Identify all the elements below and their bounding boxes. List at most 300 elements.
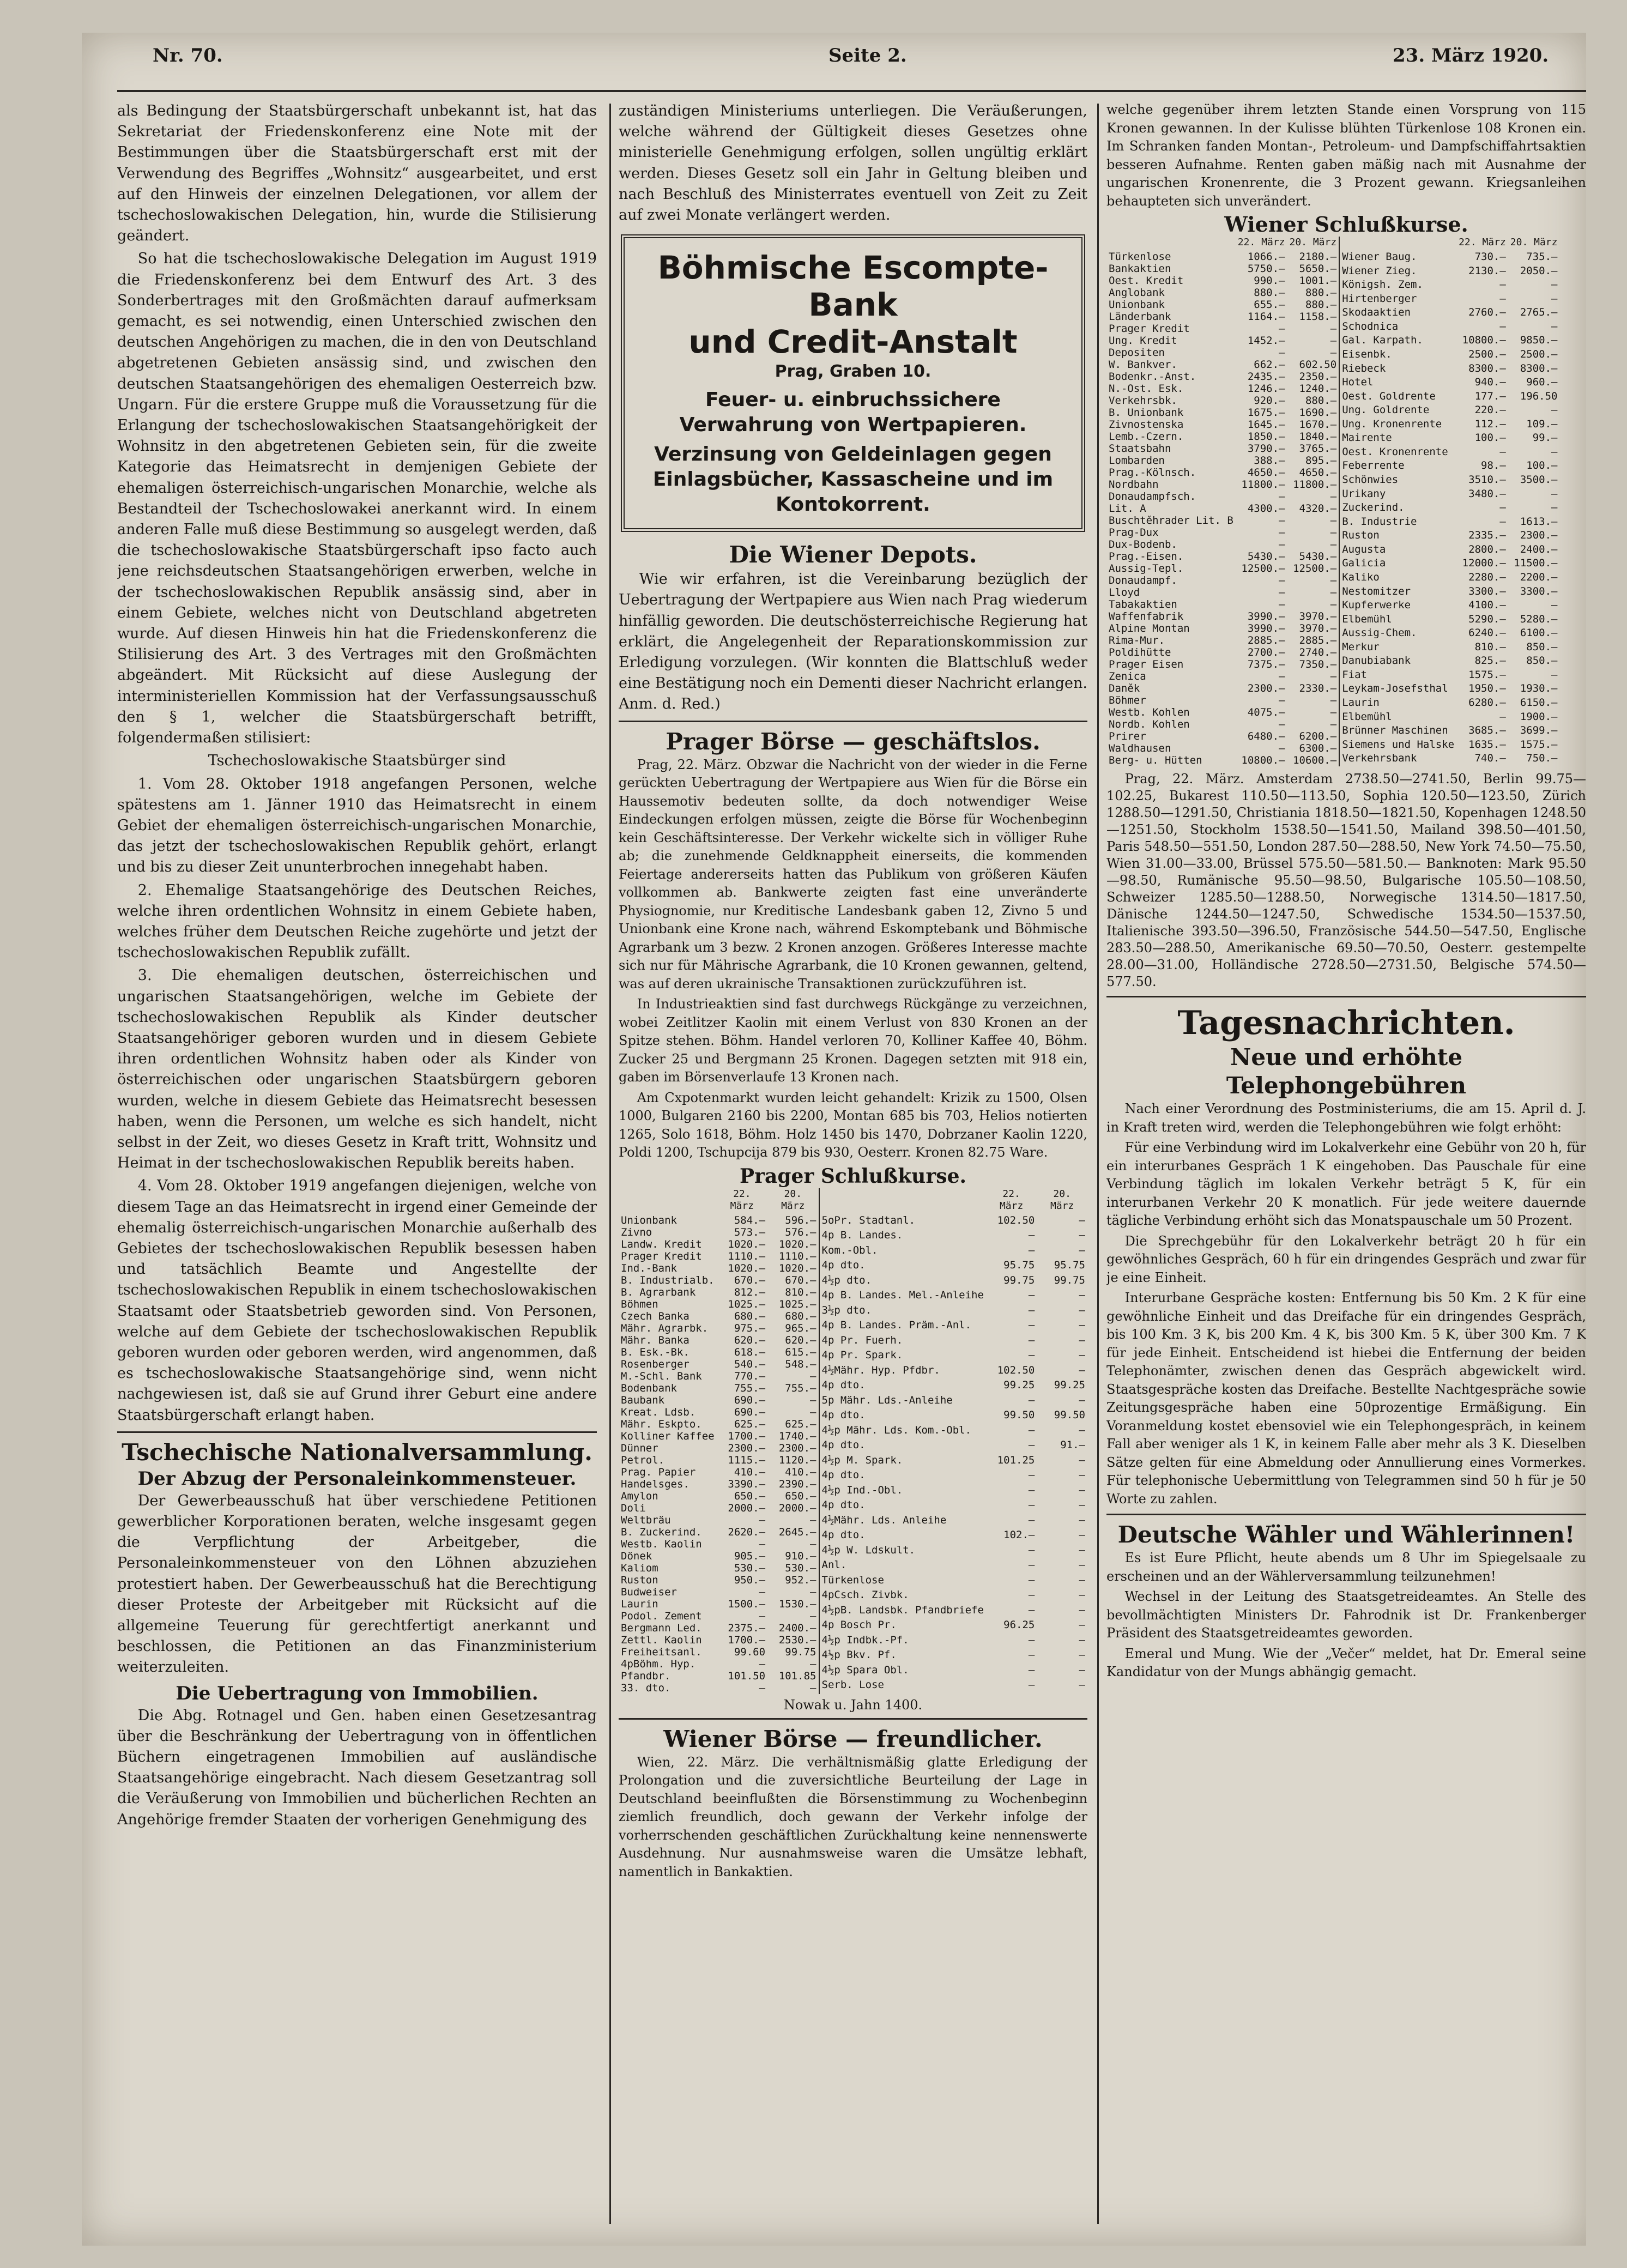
quote-row [820,1244,1088,1260]
ad-title: Böhmische Escompte-Bank [657,249,1049,324]
quote-row [1106,335,1339,347]
column-rule-1 [609,104,611,2224]
quote-value: — [1079,1214,1085,1226]
quote-value: 1020.— [778,1238,816,1250]
quote-row [1340,613,1559,627]
quote-value: — [759,1514,766,1526]
quote-value: — [1028,1469,1035,1481]
quote-row [1106,634,1339,646]
security-name: Anl. [821,1559,847,1571]
quote-row [1106,347,1339,359]
quote-value: — [810,1610,816,1622]
quote-value: 12500.— [1293,563,1337,574]
quote-row [820,1424,1088,1440]
quote-value: 1690.— [1299,407,1337,419]
quote-value: 2300.— [728,1442,766,1454]
security-name: Mairente [1342,432,1392,444]
security-name: Berg- u. Hütten [1109,754,1202,766]
quote-value: 2765.— [1520,306,1558,319]
date-header: 22. März [999,1188,1024,1212]
quote-row [1340,390,1559,404]
security-name: Verkehrsbank [1342,752,1417,765]
quote-value: — [1499,279,1506,291]
quote-row [619,1322,819,1334]
quote-value: — [1551,445,1558,458]
security-name: Dux-Bodenb. [1109,539,1177,551]
quote-value: — [1079,1499,1085,1511]
quote-value: — [1551,320,1558,332]
quote-value: 99.75 [1003,1274,1035,1286]
quote-value: — [1028,1649,1035,1661]
quote-value: 9850.— [1520,334,1558,347]
quote-row [1106,443,1339,455]
quote-value: — [810,1514,816,1526]
quote-value: — [810,1370,816,1382]
quote-value: — [1079,1229,1085,1242]
quote-value: 548.— [785,1358,816,1370]
quote-value: 1850.— [1247,431,1285,443]
security-name: Riebeck [1342,362,1386,374]
quote-row [1106,263,1339,275]
security-name: Westb. Kohlen [1109,706,1190,718]
ad-title: und Credit-Anstalt [688,323,1018,361]
quote-value: 12500.— [1241,563,1285,574]
quote-value: — [1279,347,1285,359]
quote-value: 690.— [734,1394,766,1406]
quote-row [820,1214,1088,1230]
quote-value: 8300.— [1468,362,1506,374]
security-name: Oest. Kronenrente [1342,445,1448,458]
security-name: Budweiser [621,1586,677,1598]
quote-value: 540.— [734,1358,766,1370]
quote-row [1340,739,1559,753]
quote-row [1106,251,1339,263]
quote-value: 602.50 [1299,359,1337,371]
quote-value: 1020.— [728,1262,766,1274]
security-name: Laurin [1342,697,1380,709]
quote-value: 1020.— [778,1262,816,1274]
quote-value: 5280.— [1520,613,1558,625]
quote-value: 3390.— [728,1478,766,1490]
quote-value: 940.— [1474,376,1506,389]
quote-value: — [1330,694,1337,706]
quote-value: 2760.— [1468,306,1506,319]
quote-row [1340,474,1559,488]
security-name: 4½p Indbk.-Pf. [821,1634,909,1646]
date-header: 22. März [1459,237,1506,248]
quote-value: 102.50 [997,1364,1035,1376]
quote-value: 2300.— [1520,529,1558,542]
security-name: Galicia [1342,557,1386,570]
issue-date: 23. März 1920. [1393,45,1549,66]
security-name: 4½p Bkv. Pf. [821,1649,897,1661]
security-name: 4p dto. [821,1469,866,1481]
quote-row [619,1358,819,1370]
quote-value: 880.— [1305,287,1337,299]
quote-value: 11500.— [1514,557,1558,570]
quote-value: 620.— [785,1334,816,1346]
article-text: Prag, 22. März. Obzwar die Nachricht von der wieder in die Ferne gerückten Uebertragung der Wertpapiere aus Wien für die Börse ein Haussemotiv bedeuten sollte, da doch notwendiger Weise Eindeckungen erfolgen müssen, zeigte die Börse für Wochenbeginn kein Geschäftsinteresse. Der Verkehr wickelte sich in völliger Ruhe ab; die zunehmende Geldknappheit einerseits, die kommenden Feiertage andererseits hatten das Publikum von größeren Käufen vollkommen ab. Bankwerte zeigten fast eine unveränderte Physiognomie, nur Kreditische Landesbank gaben 12, Zivno 5 und Unionbank eine Krone nach, während Eskomptebank und Böhmische Agrarbank um 3 bezw. 2 Kronen anzogen. Größeres Interesse machte sich nur für Mährische Agrarbank, die 10 Kronen gewannen, geltend, was auf deren ukrainische Transaktionen zurückzuführen ist. [619,757,1087,991]
quote-value: 101.25 [997,1454,1035,1466]
security-name: Aussig-Chem. [1342,627,1417,639]
quote-value: 1840.— [1299,431,1337,443]
quote-row [820,1454,1088,1469]
security-name: Hotel [1342,376,1374,389]
section-heading: Deutsche Wähler und Wählerinnen! [1117,1521,1575,1548]
quote-row [820,1499,1088,1514]
quote-row [1106,563,1339,574]
quote-value: 4320.— [1299,503,1337,515]
quote-value: 2800.— [1468,543,1506,555]
quote-row [619,1442,819,1454]
quote-value: 99.50 [1054,1409,1085,1422]
security-name: Zenica [1109,670,1146,682]
quote-row [1340,752,1559,766]
quote-value: 2740.— [1299,646,1337,658]
security-name: 4p dto. [821,1529,866,1541]
quote-value: — [1551,487,1558,500]
quote-value: 1025.— [728,1298,766,1310]
quote-value: — [1079,1514,1085,1526]
quote-value: — [1079,1544,1085,1556]
quote-value: 1240.— [1299,383,1337,395]
quote-value: — [1079,1424,1085,1436]
quote-row [820,1349,1088,1364]
quote-value: 920.— [1254,395,1285,407]
quote-value: — [1028,1514,1035,1526]
quote-row [1340,293,1559,307]
quote-value: — [1028,1589,1035,1601]
quote-row [820,1304,1088,1320]
quote-row [619,1478,819,1490]
quote-value: — [1330,539,1337,551]
security-name: Nestomitzer [1342,585,1411,597]
quote-value: 530.— [785,1562,816,1574]
quote-value: 98.— [1481,459,1506,472]
quote-row [1340,446,1559,460]
quote-value: 6150.— [1520,697,1558,709]
quote-value: 6280.— [1468,697,1506,709]
quote-row [619,1406,819,1418]
quote-row [820,1379,1088,1394]
quote-row [820,1514,1088,1529]
security-name: 4p Pr. Fuerh. [821,1334,903,1346]
quote-value: 755.— [785,1382,816,1394]
quote-row [1340,306,1559,320]
quote-value: — [1330,527,1337,539]
quote-value: 1500.— [728,1598,766,1610]
security-name: Kaliom [621,1562,658,1574]
security-name: Danubiabank [1342,655,1411,667]
section-heading: Prager Schlußkurse. [739,1164,967,1188]
quote-row [1106,467,1339,479]
quote-value: 596.— [785,1214,816,1226]
quote-value: — [759,1538,766,1550]
quote-row [1106,359,1339,371]
quote-row [619,1250,819,1262]
news-item: Wechsel in der Leitung des Staatsgetreideamtes. An Stelle des bevollmächtigten Ministers Dr. Fahrodnik ist Dr. Frankenberger Präsident des Staatsgetreideamtes geworden. [1106,1589,1586,1641]
quote-row [820,1619,1088,1634]
quote-value: 650.— [785,1490,816,1502]
security-name: 4½p W. Ldskult. [821,1544,916,1556]
quote-value: 3510.— [1468,474,1506,486]
quote-value: 3685.— [1468,724,1506,737]
quote-row [1340,418,1559,432]
prague-quotes-table-left [619,1188,820,1694]
quote-value: 2645.— [778,1526,816,1538]
quote-value: — [1279,527,1285,539]
security-name: Gal. Karpath. [1342,334,1423,347]
security-name: Merkur [1342,640,1380,653]
quote-value: 1066.— [1247,251,1285,263]
security-name: Prager Kredit [621,1250,702,1262]
quote-value: — [1079,1319,1085,1332]
quote-row [1340,320,1559,335]
quote-row [820,1604,1088,1619]
security-name: Unionbank [621,1214,677,1226]
quote-value: 3500.— [1520,474,1558,486]
quote-row [1106,706,1339,718]
quote-value: 965.— [785,1322,816,1334]
quote-row [1340,279,1559,293]
security-name: Pfandbr. [621,1670,671,1682]
date-header: 20. März [781,1188,805,1212]
quote-value: 220.— [1474,404,1506,416]
security-name: 4p dto. [821,1379,866,1392]
quote-value: — [1079,1484,1085,1496]
quote-value: — [1330,574,1337,586]
quote-value: 2330.— [1299,682,1337,694]
quote-value: — [1028,1334,1035,1346]
quote-value: 960.— [1526,376,1558,389]
quote-row [1340,682,1559,697]
quote-value: — [1330,598,1337,610]
quote-value: 99.25 [1054,1379,1085,1392]
security-name: Donaudampfsch. [1109,491,1196,503]
security-name: W. Bankver. [1109,359,1177,371]
quote-row [1106,419,1339,431]
quote-value: — [1279,586,1285,598]
security-name: 4½pB. Landsbk. Pfandbriefe [821,1604,984,1616]
quote-value: 95.75 [1054,1259,1085,1272]
quote-value: 5430.— [1299,551,1337,563]
quote-row [1340,362,1559,377]
quote-value: 388.— [1254,455,1285,467]
quote-value: — [1028,1559,1035,1571]
quote-value: — [1028,1604,1035,1616]
quote-row [619,1226,819,1238]
quote-row [619,1454,819,1466]
quote-row [1106,311,1339,323]
security-name: Zivno [621,1226,652,1238]
quote-value: 1110.— [728,1250,766,1262]
quote-value: — [1279,742,1285,754]
quote-row [619,1562,819,1574]
quote-row [1106,407,1339,419]
security-name: Anglobank [1109,287,1165,299]
security-name: Zivnostenska [1109,419,1184,431]
quote-row [1106,551,1339,563]
quote-value: 2350.— [1299,371,1337,383]
security-name: Ung. Kredit [1109,335,1177,347]
quote-value: 680.— [785,1310,816,1322]
quote-value: 102.50 [997,1214,1035,1226]
quote-value: — [1028,1349,1035,1362]
section-heading: Tschechische Nationalversammlung. [122,1438,592,1466]
quote-value: 2375.— [728,1622,766,1634]
quote-value: 950.— [734,1574,766,1586]
security-name: Bodenkr.-Anst. [1109,371,1196,383]
quote-row [1106,323,1339,335]
quote-value: — [1499,445,1506,458]
security-name: Prager Eisen [1109,658,1184,670]
security-name: 4½p M. Spark. [821,1454,903,1466]
quote-value: — [1028,1319,1035,1332]
prague-quotes-table-right [820,1188,1088,1694]
quote-value: 812.— [734,1286,766,1298]
article-text: So hat die tschechoslowakische Delegation im August 1919 die Friedenskonferenz bei dem Entwurf des Art. 3 des Sonderbertrages mit den Großmächten darauf aufmerksam gemacht, es sei notwendig, einen Unterschied zwischen den deutschen Angehörigen zu machen, die in den von Deutschland abgetretenen Gebieten ansässig sind, und zwischen den deutschen Staatsangehörigen des ehemaligen Oesterreich bzw. Ungarn. Für die erstere Gruppe muß die Voraussetzung für die Erlangung der tschechoslowakischen Staatsangehörigkeit der Wohnsitz in den abgetretenen Gebieten sein, für die zweite Kategorie das Heimatsrecht in demjenigen Gebiete der ehemaligen österreichisch-ungarischen Monarchie, welche als Bestandteil der Tschechoslowakei anerkannt wird. In einem anderen Falle muß diese Bestimmung so ausgelegt werden, daß die tschechoslowakische Staatsbürgerschaft ipso facto auch jene reichsdeutschen Staatsangehörigen erwerben, welche in der tschechoslowakischen Republik ansässig sind, aber in einem Gebiete, welches nicht von Deutschland abgetreten wurde. Auf diesen Hinweis hin hat die Friedenskonferenz die Stilisierung des Art. 3 des Vertrages mit den Großmächten abgeändert. Mit Rücksicht auf diese Auslegung der interministeriellen Kommission hat der Verfassungsausschuß den § 1, welcher die Staatsbürgerschaft betrifft, folgendermaßen stilisiert: [117,250,597,747]
quote-value: — [1551,404,1558,416]
quote-value: 410.— [785,1466,816,1478]
quote-value: — [759,1658,766,1670]
list-title: Tschechoslowakische Staatsbürger sind [208,752,506,770]
quote-value: 5750.— [1247,263,1285,275]
quote-value: 810.— [785,1286,816,1298]
quote-value: 620.— [734,1334,766,1346]
quote-value: 6200.— [1299,730,1337,742]
quote-value: 990.— [1254,275,1285,287]
quote-value: — [759,1682,766,1694]
quote-row [1106,742,1339,754]
quote-value: 1164.— [1247,311,1285,323]
quote-value: 2335.— [1468,529,1506,542]
quote-value: — [1028,1679,1035,1691]
security-name: M.-Schl. Bank [621,1370,702,1382]
quote-value: — [1330,491,1337,503]
section-heading: Wiener Schlußkurse. [1224,212,1468,237]
security-name: Staatsbahn [1109,443,1171,455]
quote-value: — [1330,335,1337,347]
quote-row [820,1394,1088,1410]
quote-row [1106,299,1339,311]
list-item: 1. Vom 28. Oktober 1918 angefangen Personen, welche spätestens am 1. Jänner 1910 das Heimatsrecht in einem Gebiet der ehemaligen österreichisch-ungarischen Monarchie, das jetzt der tschechoslowakischen Republik gehört, erlangt und bis zu dieser Zeit ununterbrochen innegehabt haben. [117,775,597,876]
section-rule [1106,1514,1586,1515]
quote-value: — [1499,292,1506,305]
quote-value: 615.— [785,1346,816,1358]
quote-value: 2300.— [778,1442,816,1454]
quote-value: 102.— [1003,1529,1035,1541]
quote-row [619,1238,819,1250]
security-name: Eisenbk. [1342,348,1392,360]
quote-row [1340,265,1559,279]
security-name: Verkehrsbk. [1109,395,1177,407]
quote-row [1340,459,1559,474]
quote-value: — [1079,1634,1085,1646]
quote-value: 3765.— [1299,443,1337,455]
quote-row [1340,529,1559,543]
security-name: 4p dto. [821,1439,866,1451]
quote-row [619,1574,819,1586]
security-name: Serb. Lose [821,1679,884,1691]
quote-row [820,1649,1088,1664]
quote-value: — [1028,1229,1035,1242]
security-name: Mähr. Banka [621,1334,689,1346]
quote-row [1106,598,1339,610]
security-name: Prag.-Kölnsch. [1109,467,1196,479]
security-name: Aussig-Tepl. [1109,563,1184,574]
quote-value: 99.75 [1054,1274,1085,1286]
quote-value: — [1079,1454,1085,1466]
quote-value: 11800.— [1241,479,1285,491]
quote-value: — [1028,1664,1035,1676]
subheading: Die Uebertragung von Immobilien. [176,1682,539,1704]
quote-value: 905.— [734,1550,766,1562]
quote-row [1106,682,1339,694]
security-name: 4p B. Landes. [821,1229,903,1242]
quote-value: 625.— [734,1418,766,1430]
security-name: Ruston [621,1574,658,1586]
quote-value: 2180.— [1299,251,1337,263]
quote-value: 91.— [1060,1439,1085,1451]
date-header: 20. März [1510,237,1558,248]
quote-row [1106,539,1339,551]
quote-value: 177.— [1474,390,1506,402]
security-name: Prager Kredit [1109,323,1190,335]
article-text: Die Sprechgebühr für den Lokalverkehr beträgt 20 h für ein gewöhnliches Gespräch, 60 h für ein dringendes Gespräch und zwar für je eine Einheit. [1106,1233,1586,1285]
quote-value: — [1028,1574,1035,1586]
column-3 [1106,101,1586,2221]
security-name: 4p B. Landes. Mel.-Anleihe [821,1289,984,1302]
quote-value: — [1079,1664,1085,1676]
quote-row [820,1469,1088,1484]
security-name: N.-Ost. Esk. [1109,383,1184,395]
security-name: Depositen [1109,347,1165,359]
quote-value: 1025.— [778,1298,816,1310]
security-name: Buschtěhrader Lit. B [1109,515,1233,527]
quote-row [1340,348,1559,362]
security-name: Weltbräu [621,1514,671,1526]
quote-value: 99.50 [1003,1409,1035,1422]
security-name: Königsh. Zem. [1342,279,1423,291]
quote-row [1106,718,1339,730]
quote-value: 975.— [734,1322,766,1334]
quote-value: 735.— [1526,251,1558,263]
quote-value: — [1499,515,1506,528]
quote-row [619,1538,819,1550]
quote-row [820,1484,1088,1499]
quote-value: 1930.— [1520,682,1558,695]
quote-value: 2050.— [1520,264,1558,277]
quote-value: 662.— [1254,359,1285,371]
quote-row [1106,491,1339,503]
quote-value: — [1279,515,1285,527]
quote-value: 1635.— [1468,738,1506,751]
quote-value: 1575.— [1520,738,1558,751]
quote-value: — [810,1394,816,1406]
security-name: Bodenbank [621,1382,677,1394]
quote-row [1106,479,1339,491]
quote-value: — [1330,586,1337,598]
quote-value: — [1079,1604,1085,1616]
quote-value: 2530.— [778,1634,816,1646]
quote-row [619,1658,819,1670]
article-text: welche gegenüber ihrem letzten Stande einen Vorsprung von 115 Kronen gewannen. In der Kulisse blühten Türkenlose 108 Kronen ein. Im Schranken fanden Montan-, Petroleum- und Dampfschiffahrtsaktien besseren Aufnahme. Renten gaben mäßig nach mit Ausnahme der ungarischen Kronenrente, die 3 Prozent gewann. Kriegsanleihen behaupteten sich unverändert. [1106,102,1586,209]
security-name: Czech Banka [621,1310,689,1322]
quote-value: 4650.— [1247,467,1285,479]
quote-row [1340,655,1559,669]
security-name: Landw. Kredit [621,1238,702,1250]
quote-value: 2200.— [1520,571,1558,583]
